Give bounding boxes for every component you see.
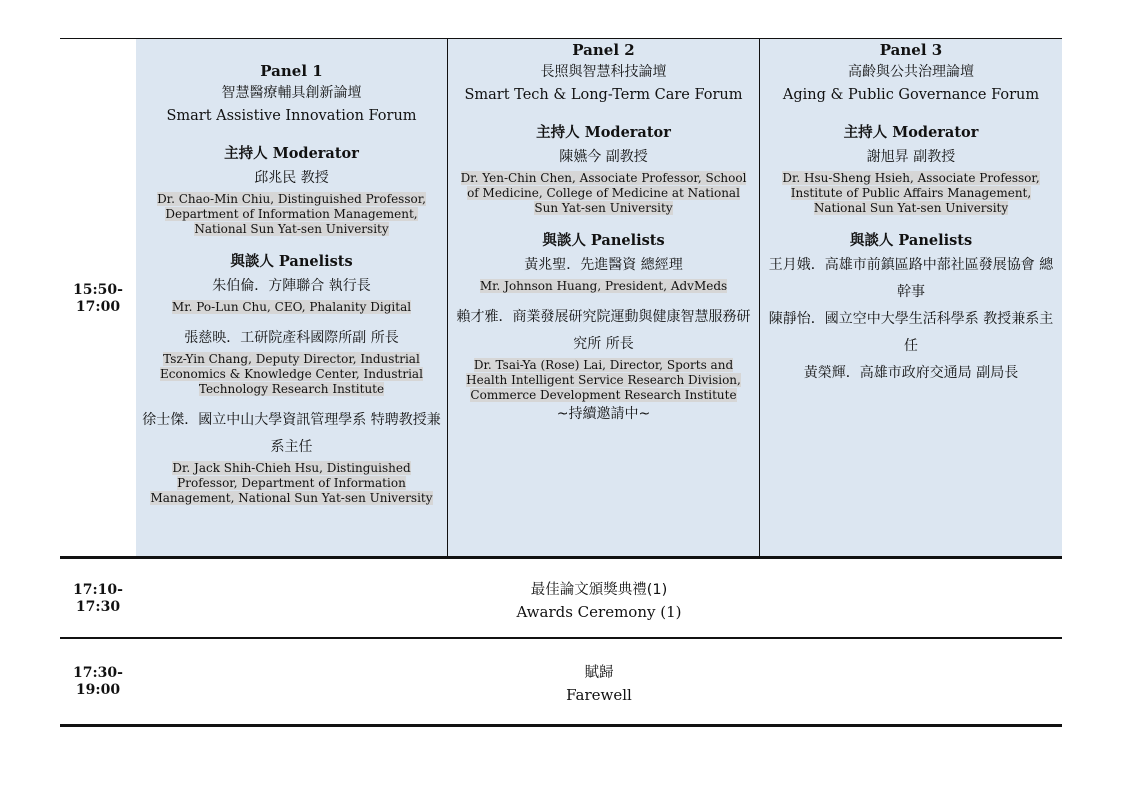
panelists-heading: 與談人 Panelists [230, 253, 353, 270]
panelist-name: 張慈映．工研院產科國際所副 所長 [184, 330, 399, 346]
awards-ceremony [136, 579, 1062, 623]
moderator-name: 陳嬿今 副教授 [559, 149, 648, 165]
farewell [136, 662, 1062, 706]
panelist-name: 賴才雅．商業發展研究院運動與健康智慧服務研究所 所長 [456, 309, 751, 352]
table-bottom-rule [60, 724, 1062, 727]
farewell-title-en: Farewell [566, 686, 632, 704]
panel-title: Panel 1 [260, 62, 323, 80]
panelist-name: 王月娥．高雄市前鎮區路中蔀社區發展協會 總幹事 [768, 257, 1054, 300]
moderator-heading: 主持人 Moderator [843, 124, 979, 141]
panel-divider-1 [447, 39, 448, 556]
session-time-awards: 17:10- 17:30 [73, 582, 123, 615]
panel-title-en: Smart Assistive Innovation Forum [166, 108, 417, 124]
panelist-bio: Mr. Po-Lun Chu, CEO, Phalanity Digital [171, 300, 412, 314]
invitation-note: ~持續邀請中~ [556, 406, 651, 422]
panelists-heading: 與談人 Panelists [849, 232, 973, 249]
session-time-panels: 15:50- 17:00 [73, 282, 123, 315]
panel-title-en: Smart Tech & Long-Term Care Forum [464, 87, 743, 103]
session-time-farewell: 17:30- 19:00 [73, 665, 123, 698]
panelist-bio: Dr. Tsai-Ya (Rose) Lai, Director, Sports and Health Intelligent Service Research Division, Commerce Development Research Institute [466, 358, 741, 402]
awards-title-en: Awards Ceremony (1) [516, 603, 682, 621]
panelist-bio: Tsz-Yin Chang, Deputy Director, Industrial Economics & Knowledge Center, Industrial Technology Research Institute [160, 352, 423, 396]
panelist-name: 陳靜怡．國立空中大學生活科學系 教授兼系主任 [768, 311, 1054, 354]
panelist-name: 黃兆聖．先進醫資 總經理 [524, 257, 683, 273]
moderator-heading: 主持人 Moderator [224, 145, 359, 162]
panel-title-en: Aging & Public Governance Forum [782, 87, 1040, 103]
panel-1-cell [136, 39, 447, 556]
farewell-title-zh: 賦歸 [584, 665, 614, 681]
moderator-bio: Dr. Yen-Chin Chen, Associate Professor, School of Medicine, College of Medicine at National Sun Yat-sen University [460, 171, 747, 215]
panel-2-cell [448, 39, 759, 556]
panel-3-cell [760, 39, 1062, 556]
panel-title: Panel 3 [879, 41, 943, 59]
panelist-bio: Mr. Johnson Huang, President, AdvMeds [479, 279, 728, 293]
panelist-name: 朱伯倫．方陣聯合 執行長 [212, 278, 371, 294]
awards-title-zh: 最佳論文頒獎典禮(1) [530, 582, 668, 598]
panel-divider-2 [759, 39, 760, 556]
moderator-name: 邱兆民 教授 [254, 170, 329, 186]
panel-title: Panel 2 [572, 41, 635, 59]
moderator-heading: 主持人 Moderator [536, 124, 671, 141]
panel-title-zh: 高齡與公共治理論壇 [848, 64, 974, 80]
panelist-name: 徐士傑．國立中山大學資訊管理學系 特聘教授兼系主任 [142, 412, 441, 455]
panelist-bio: Dr. Jack Shih-Chieh Hsu, Distinguished Professor, Department of Information Management, National Sun Yat-sen University [150, 461, 433, 505]
moderator-name: 謝旭昇 副教授 [866, 149, 956, 165]
panel-title-zh: 長照與智慧科技論壇 [540, 64, 667, 80]
moderator-bio: Dr. Hsu-Sheng Hsieh, Associate Professor, Institute of Public Affairs Management, National Sun Yat-sen University [782, 171, 1040, 215]
panelists-heading: 與談人 Panelists [542, 232, 665, 249]
panelist-name: 黃榮輝．高雄市政府交通局 副局長 [803, 365, 1019, 381]
row-divider-1 [60, 556, 1062, 559]
moderator-bio: Dr. Chao-Min Chiu, Distinguished Professor, Department of Information Management, National Sun Yat-sen University [157, 192, 426, 236]
row-divider-2 [60, 637, 1062, 639]
panel-title-zh: 智慧醫療輔具創新論壇 [221, 85, 362, 101]
